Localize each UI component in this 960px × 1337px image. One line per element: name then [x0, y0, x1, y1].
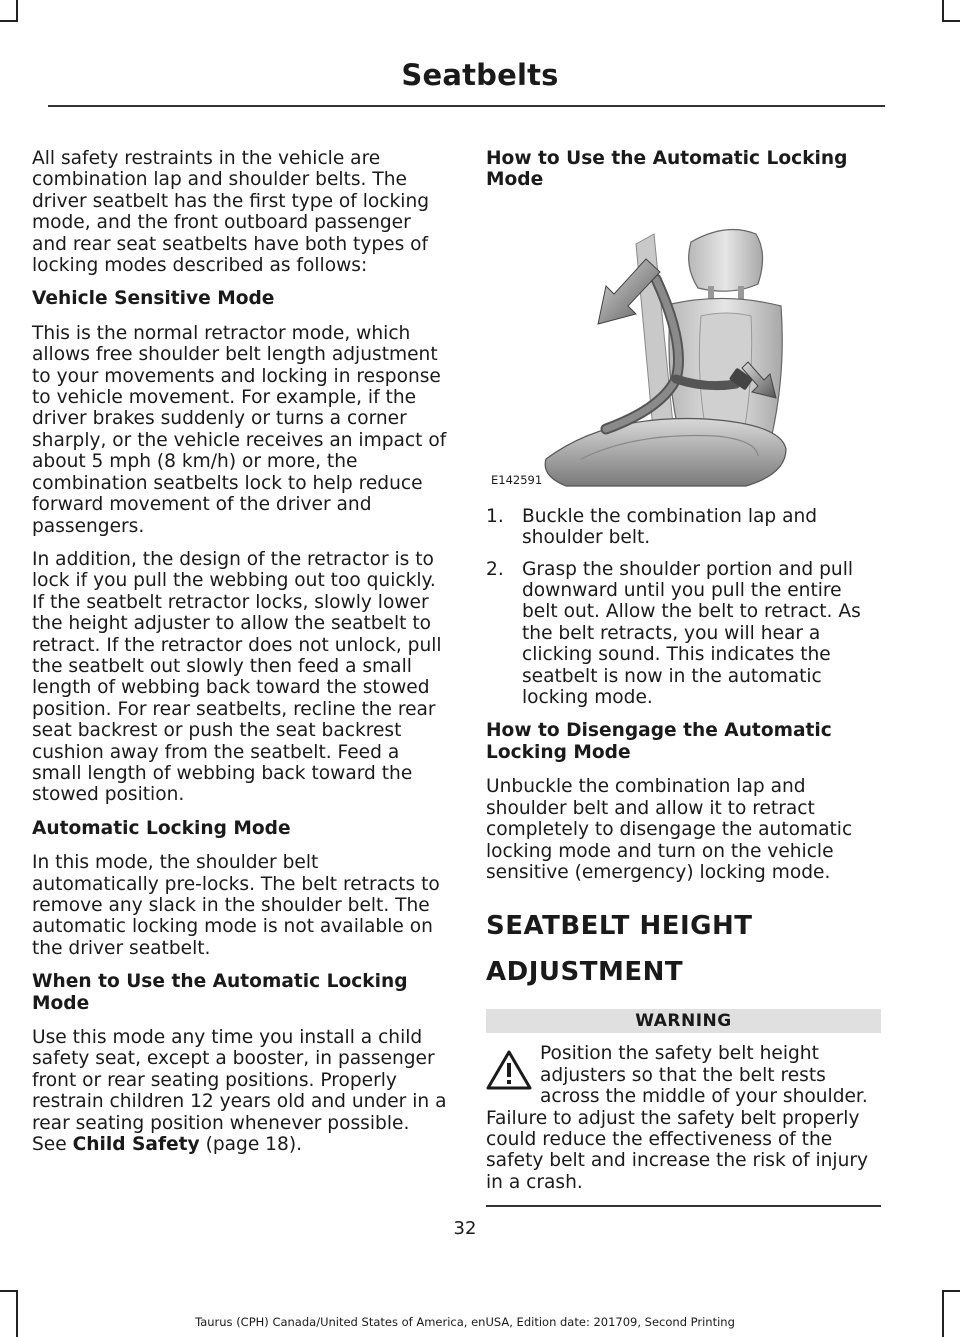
figure-code: E142591: [491, 472, 543, 487]
crop-mark: [942, 1290, 944, 1337]
seat-illustration: [486, 204, 881, 490]
warning-box: [486, 1043, 881, 1206]
warning-text: Position the safety belt height adjusters so that the belt rests across the middle of your shoulder. Failure to adjust the safety belt properly could reduce the effectiveness of the safety belt and increase the risk of injury in a crash.: [486, 1043, 869, 1193]
crop-mark: [16, 1290, 18, 1337]
vehicle-sensitive-mode-paragraph: This is the normal retractor mode, which allows free shoulder belt length adjustment to your movements and locking in response to vehicle movement. For example, if the driver brakes suddenly or turns a corner sharply, or the vehicle receives an impact of about 5 mph (8 km/h) or more, the combination seatbelts lock to help reduce forward movement of the driver and passengers.: [32, 322, 447, 537]
left-column: [32, 148, 449, 1167]
intro-paragraph: All safety restraints in the vehicle are combination lap and shoulder belts. The driver seatbelt has the first type of locking mode, and the front outboard passenger and rear seat seatbelts have both types of locking modes described as follows:: [32, 148, 430, 277]
steps-list: [486, 506, 881, 709]
list-item: 2. Grasp the shoulder portion and pull downward until you pull the entire belt out. Allow the belt to retract. As the belt retracts, you will hear a clicking sound. This indicates the seatbelt is now in the automatic locking mode.: [486, 558, 861, 709]
vehicle-sensitive-mode-heading: Vehicle Sensitive Mode: [32, 288, 275, 310]
footer-text: Taurus (CPH) Canada/United States of America, enUSA, Edition date: 201709, Second Printing: [195, 1315, 735, 1329]
crop-mark: [942, 20, 960, 22]
retractor-paragraph: In addition, the design of the retractor is to lock if you pull the webbing out too quickly. If the seatbelt retractor locks, slowly lower the height adjuster to allow the seatbelt to retract. If the retractor does not unlock, pull the seatbelt out slowly then feed a small length of webbing back toward the stowed position. For rear seatbelts, recline the rear seat backrest or push the seat backrest cushion away from the seatbelt. Feed a small length of webbing back toward the stowed position.: [32, 548, 442, 806]
disengage-paragraph: Unbuckle the combination lap and shoulder belt and allow it to retract completely to disengage the automatic locking mode and turn on the vehicle sensitive (emergency) locking mode.: [486, 776, 853, 883]
page-title: Seatbelts: [401, 58, 559, 92]
child-safety-link[interactable]: Child Safety: [72, 1134, 200, 1156]
crop-mark: [16, 0, 18, 20]
crop-mark: [942, 1290, 960, 1292]
list-item: 1. Buckle the combination lap and shoulder belt.: [486, 505, 818, 549]
page-number: 32: [453, 1218, 477, 1239]
crop-mark: [0, 1290, 18, 1292]
warning-label: WARNING: [486, 1009, 881, 1033]
disengage-heading: How to Disengage the Automatic Locking Mode: [486, 720, 832, 763]
right-column: [486, 148, 881, 1207]
crop-mark: [0, 20, 18, 22]
warning-divider: [486, 1205, 881, 1207]
how-to-use-heading: How to Use the Automatic Locking Mode: [486, 148, 848, 191]
header-divider: [48, 105, 885, 107]
when-to-use-heading: When to Use the Automatic Locking Mode: [32, 971, 408, 1014]
crop-mark: [942, 0, 944, 20]
seatbelt-figure: [486, 204, 881, 490]
when-to-use-paragraph: Use this mode any time you install a child safety seat, except a booster, in passenger front or rear seating positions. Properly restrain children 12 years old and under in a rear seating position whenever possible. See Child Safety (page 18).: [32, 1027, 447, 1156]
automatic-locking-mode-heading: Automatic Locking Mode: [32, 817, 291, 839]
section-title: SEATBELT HEIGHT ADJUSTMENT: [486, 911, 753, 988]
automatic-locking-mode-paragraph: In this mode, the shoulder belt automatically pre-locks. The belt retracts to remove any slack in the shoulder belt. The automatic locking mode is not available on the driver seatbelt.: [32, 852, 440, 959]
warning-triangle-icon: [486, 1049, 532, 1091]
